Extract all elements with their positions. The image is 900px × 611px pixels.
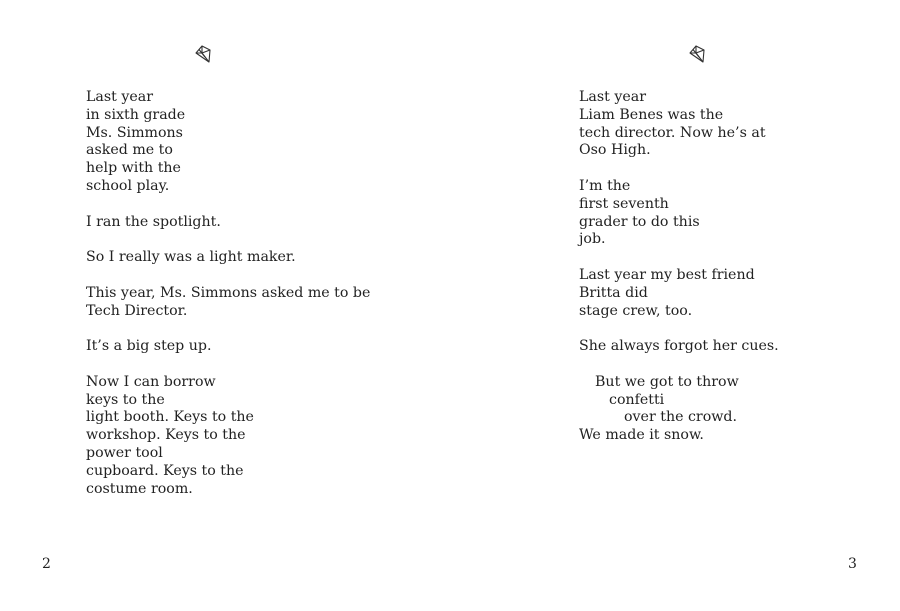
page-number: 2 [42, 556, 51, 572]
poem-line: cupboard. Keys to the [86, 462, 244, 479]
poem-text-left [86, 89, 370, 516]
stanza [579, 267, 779, 320]
poem-line: Tech Director. [86, 302, 188, 319]
poem-line: help with the [86, 160, 181, 177]
poem-line: keys to the [86, 391, 165, 408]
poem-line: confetti [609, 391, 665, 408]
poem-line: power tool [86, 444, 163, 461]
gem-icon [193, 44, 213, 64]
right-page [450, 0, 900, 611]
gem-icon [687, 44, 707, 64]
poem-line: over the crowd. [624, 409, 737, 426]
poem-line: job. [579, 231, 606, 248]
stanza [86, 214, 370, 232]
poem-line: So I really was a light maker. [86, 249, 296, 266]
stanza [579, 374, 779, 445]
stanza [86, 89, 370, 196]
poem-text-right [579, 89, 779, 463]
poem-line: workshop. Keys to the [86, 427, 246, 444]
stanza [86, 374, 370, 499]
poem-line: We made it snow. [579, 427, 704, 444]
poem-line: Liam Benes was the [579, 106, 724, 123]
poem-line: This year, Ms. Simmons asked me to be [86, 284, 371, 301]
poem-line: Now I can borrow [86, 373, 216, 390]
stanza [86, 338, 370, 356]
poem-line: asked me to [86, 142, 173, 159]
poem-line: Britta did [579, 284, 648, 301]
stanza [579, 338, 779, 356]
poem-line: grader to do this [579, 213, 700, 230]
poem-line: costume room. [86, 480, 193, 497]
poem-line: light booth. Keys to the [86, 409, 254, 426]
poem-line: It’s a big step up. [86, 338, 212, 355]
stanza [86, 285, 370, 321]
poem-line: Last year [579, 89, 647, 105]
stanza [579, 89, 779, 160]
page-number: 3 [848, 556, 857, 572]
poem-line: Last year [86, 89, 154, 105]
poem-line: She always forgot her cues. [579, 338, 779, 355]
poem-line: tech director. Now he’s at [579, 124, 766, 141]
poem-line: in sixth grade [86, 106, 186, 123]
stanza [579, 178, 779, 249]
poem-line: Last year my best friend [579, 266, 755, 283]
poem-line: I’m the [579, 177, 631, 194]
poem-line: Ms. Simmons [86, 124, 183, 141]
poem-line: I ran the spotlight. [86, 213, 221, 230]
poem-line: school play. [86, 177, 170, 194]
poem-line: But we got to throw [595, 373, 739, 390]
stanza [86, 249, 370, 267]
poem-line: stage crew, too. [579, 302, 693, 319]
poem-line: Oso High. [579, 142, 651, 159]
poem-line: first seventh [579, 195, 669, 212]
